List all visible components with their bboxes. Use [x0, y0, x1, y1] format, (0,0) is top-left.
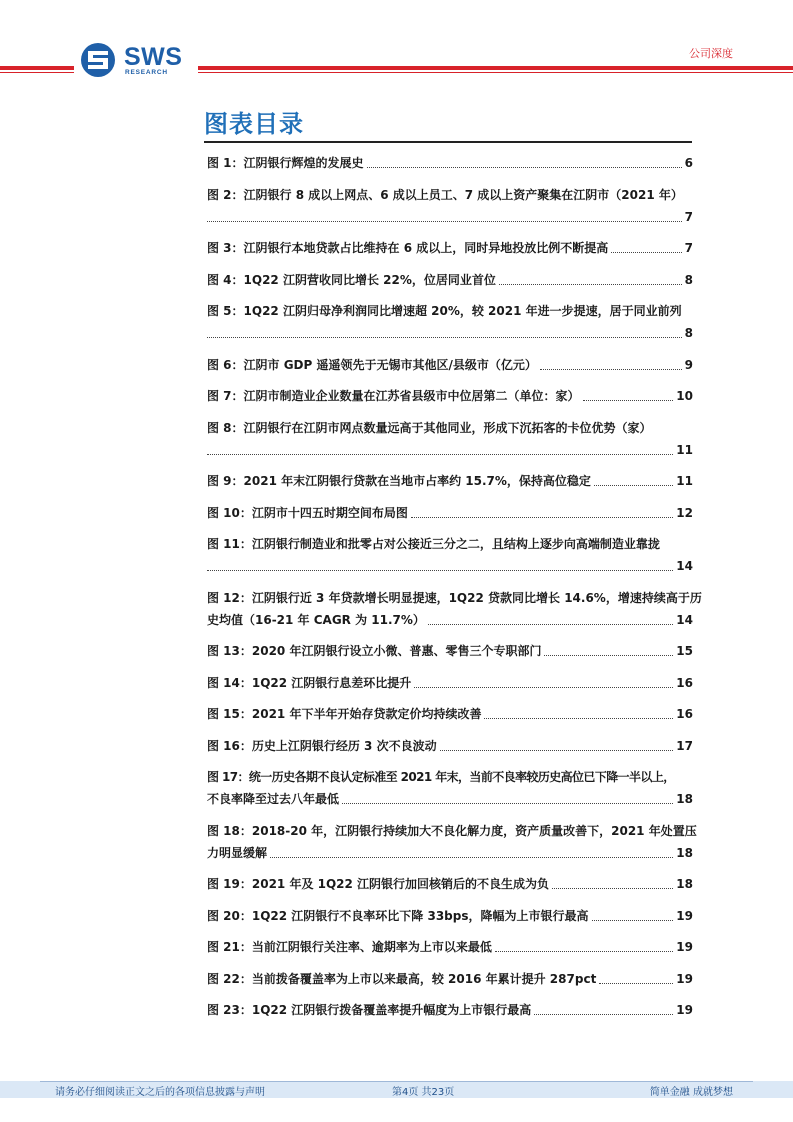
logo-subtext: RESEARCH — [125, 69, 168, 76]
dot-leader — [534, 1014, 673, 1015]
footer-rule — [40, 1081, 753, 1082]
toc-entry-fig22[interactable] — [207, 968, 693, 990]
logo-text: SWS — [124, 43, 183, 71]
toc-entry-fig5[interactable] — [207, 300, 693, 344]
dot-leader — [495, 951, 673, 952]
dot-leader — [270, 857, 673, 858]
toc-entry-page: 6 — [684, 156, 693, 170]
dot-leader — [594, 485, 673, 486]
toc-entry-page: 14 — [676, 612, 693, 627]
toc-entry-page: 16 — [676, 707, 693, 721]
page-title: 图表目录 — [204, 110, 304, 138]
dot-leader — [552, 888, 673, 889]
toc-entry-page: 7 — [684, 241, 693, 255]
dot-leader — [583, 400, 674, 401]
toc-entry-fig7[interactable] — [207, 385, 693, 407]
footer-slogan: 简单金融 成就梦想 — [649, 1087, 733, 1098]
toc-entry-fig14[interactable] — [207, 672, 693, 694]
toc-entry-text: 图 1：江阴银行辉煌的发展史 — [207, 156, 364, 170]
toc-entry-text: 图 13：2020 年江阴银行设立小微、普惠、零售三个专职部门 — [207, 644, 542, 658]
toc-entry-fig2[interactable] — [207, 184, 693, 228]
toc-entry-text: 图 2：江阴银行 8 成以上网点、6 成以上员工、7 成以上资产聚集在江阴市（2021 年） — [207, 187, 683, 202]
toc-entry-text: 图 10：江阴市十四五时期空间布局图 — [207, 505, 408, 520]
toc-entry-fig19[interactable] — [207, 873, 693, 895]
toc-entry-text: 图 3：江阴银行本地贷款占比维持在 6 成以上，同时异地投放比例不断提高 — [207, 241, 609, 255]
toc-entry-text: 图 18：2018-20 年，江阴银行持续加大不良化解力度，资产质量改善下，2021 年处置压 — [207, 823, 697, 838]
toc-entry-text: 图 21：当前江阴银行关注率、逾期率为上市以来最低 — [207, 940, 492, 954]
toc-entry-text: 图 4：1Q22 江阴营收同比增长 22%，位居同业首位 — [207, 272, 496, 287]
toc-entry-page: 19 — [676, 1003, 693, 1017]
toc-entry-page: 16 — [676, 675, 693, 690]
title-divider — [204, 141, 692, 143]
toc-entry-page: 18 — [676, 845, 693, 860]
toc-entry-text: 图 20：1Q22 江阴银行不良率环比下降 33bps，降幅为上市银行最高 — [207, 908, 589, 923]
toc-entry-page: 19 — [676, 940, 693, 954]
header-rule-right — [198, 66, 793, 70]
toc-entry-fig4[interactable] — [207, 269, 693, 291]
toc-entry-text: 图 11：江阴银行制造业和批零占对公接近三分之二，且结构上逐步向高端制造业靠拢 — [207, 537, 660, 551]
toc-entry-fig18[interactable] — [207, 820, 697, 864]
toc-entry-text: 图 17：统一历史各期不良认定标准至 2021 年末，当前不良率较历史高位已下降一半以上， — [207, 770, 675, 784]
toc-entry-page: 8 — [684, 326, 693, 340]
toc-entry-text: 图 16：历史上江阴银行经历 3 次不良波动 — [207, 738, 437, 753]
header-rule-right-thin — [198, 72, 793, 73]
sws-logo-icon — [80, 42, 116, 78]
toc-entry-text: 图 5：1Q22 江阴归母净利润同比增速超 20%，较 2021 年进一步提速，居于同业前列 — [207, 304, 682, 318]
dot-leader — [540, 369, 682, 370]
toc-entry-page: 8 — [684, 272, 693, 287]
toc-entry-page: 14 — [676, 559, 693, 573]
toc-entry-page: 18 — [676, 792, 693, 806]
dot-leader — [499, 284, 682, 285]
footer-disclaimer: 请务必仔细阅读正文之后的各项信息披露与声明 — [55, 1087, 265, 1098]
dot-leader — [484, 718, 673, 719]
dot-leader — [367, 167, 682, 168]
toc-entry-fig21[interactable] — [207, 936, 693, 958]
toc-entry-page: 11 — [676, 442, 693, 457]
sws-logo — [80, 42, 188, 78]
toc-entry-page: 9 — [684, 357, 693, 372]
header-rule-left — [0, 66, 74, 70]
toc-entry-text-cont: 不良率降至过去八年最低 — [207, 792, 340, 806]
dot-leader — [207, 570, 673, 571]
toc-entry-fig15[interactable] — [207, 703, 693, 725]
dot-leader — [207, 337, 682, 338]
toc-entry-page: 19 — [676, 908, 693, 923]
dot-leader — [411, 517, 673, 518]
toc-entry-page: 12 — [676, 505, 693, 520]
dot-leader — [428, 624, 673, 625]
toc-entry-fig6[interactable] — [207, 354, 693, 376]
toc-entry-fig12[interactable] — [207, 587, 702, 631]
toc-entry-page: 7 — [684, 209, 693, 224]
dot-leader — [544, 655, 673, 656]
toc-entry-text: 图 23：1Q22 江阴银行拨备覆盖率提升幅度为上市银行最高 — [207, 1003, 532, 1017]
toc-entry-text: 图 6：江阴市 GDP 遥遥领先于无锡市其他区/县级市（亿元） — [207, 357, 537, 372]
toc-entry-fig8[interactable] — [207, 417, 693, 461]
footer-page-number: 第4页 共23页 — [392, 1087, 455, 1098]
dot-leader — [207, 221, 682, 222]
toc-entry-fig10[interactable] — [207, 502, 693, 524]
dot-leader — [342, 803, 673, 804]
toc-entry-fig9[interactable] — [207, 470, 693, 492]
toc-entry-fig13[interactable] — [207, 640, 693, 662]
toc-entry-page: 15 — [676, 644, 693, 658]
table-of-figures — [207, 152, 702, 1031]
dot-leader — [592, 920, 674, 921]
toc-entry-fig1[interactable] — [207, 152, 693, 174]
toc-entry-text: 图 8：江阴银行在江阴市网点数量远高于其他同业，形成下沉拓客的卡位优势（家） — [207, 420, 652, 435]
toc-entry-page: 18 — [676, 877, 693, 891]
toc-entry-text: 图 15：2021 年下半年开始存贷款定价均持续改善 — [207, 707, 482, 721]
header-rule-left-thin — [0, 72, 74, 73]
toc-entry-page: 19 — [676, 971, 693, 986]
toc-entry-text: 图 7：江阴市制造业企业数量在江苏省县级市中位居第二（单位：家） — [207, 389, 580, 403]
toc-entry-page: 11 — [676, 474, 693, 488]
dot-leader — [599, 983, 673, 984]
toc-entry-text: 图 19：2021 年及 1Q22 江阴银行加回核销后的不良生成为负 — [207, 877, 550, 891]
toc-entry-text: 图 14：1Q22 江阴银行息差环比提升 — [207, 675, 412, 690]
dot-leader — [611, 252, 681, 253]
toc-entry-text-cont: 史均值（16-21 年 CAGR 为 11.7%） — [207, 612, 425, 627]
toc-entry-fig23[interactable] — [207, 999, 693, 1021]
toc-entry-page: 10 — [676, 389, 693, 403]
toc-entry-fig11[interactable] — [207, 533, 693, 577]
toc-entry-page: 17 — [676, 738, 693, 753]
toc-entry-text: 图 22：当前拨备覆盖率为上市以来最高，较 2016 年累计提升 287pct — [207, 971, 597, 986]
toc-entry-fig3[interactable] — [207, 237, 693, 259]
dot-leader — [414, 687, 673, 688]
toc-entry-text: 图 9：2021 年末江阴银行贷款在当地市占率约 15.7%，保持高位稳定 — [207, 474, 591, 488]
toc-entry-fig20[interactable] — [207, 905, 693, 927]
toc-entry-fig17[interactable] — [207, 766, 693, 810]
toc-entry-text: 图 12：江阴银行近 3 年贷款增长明显提速，1Q22 贷款同比增长 14.6%，增速持续高于历 — [207, 590, 702, 605]
section-label: 公司深度 — [689, 47, 733, 60]
dot-leader — [440, 750, 674, 751]
toc-entry-text-cont: 力明显缓解 — [207, 845, 268, 860]
toc-entry-fig16[interactable] — [207, 735, 693, 757]
dot-leader — [207, 454, 673, 455]
